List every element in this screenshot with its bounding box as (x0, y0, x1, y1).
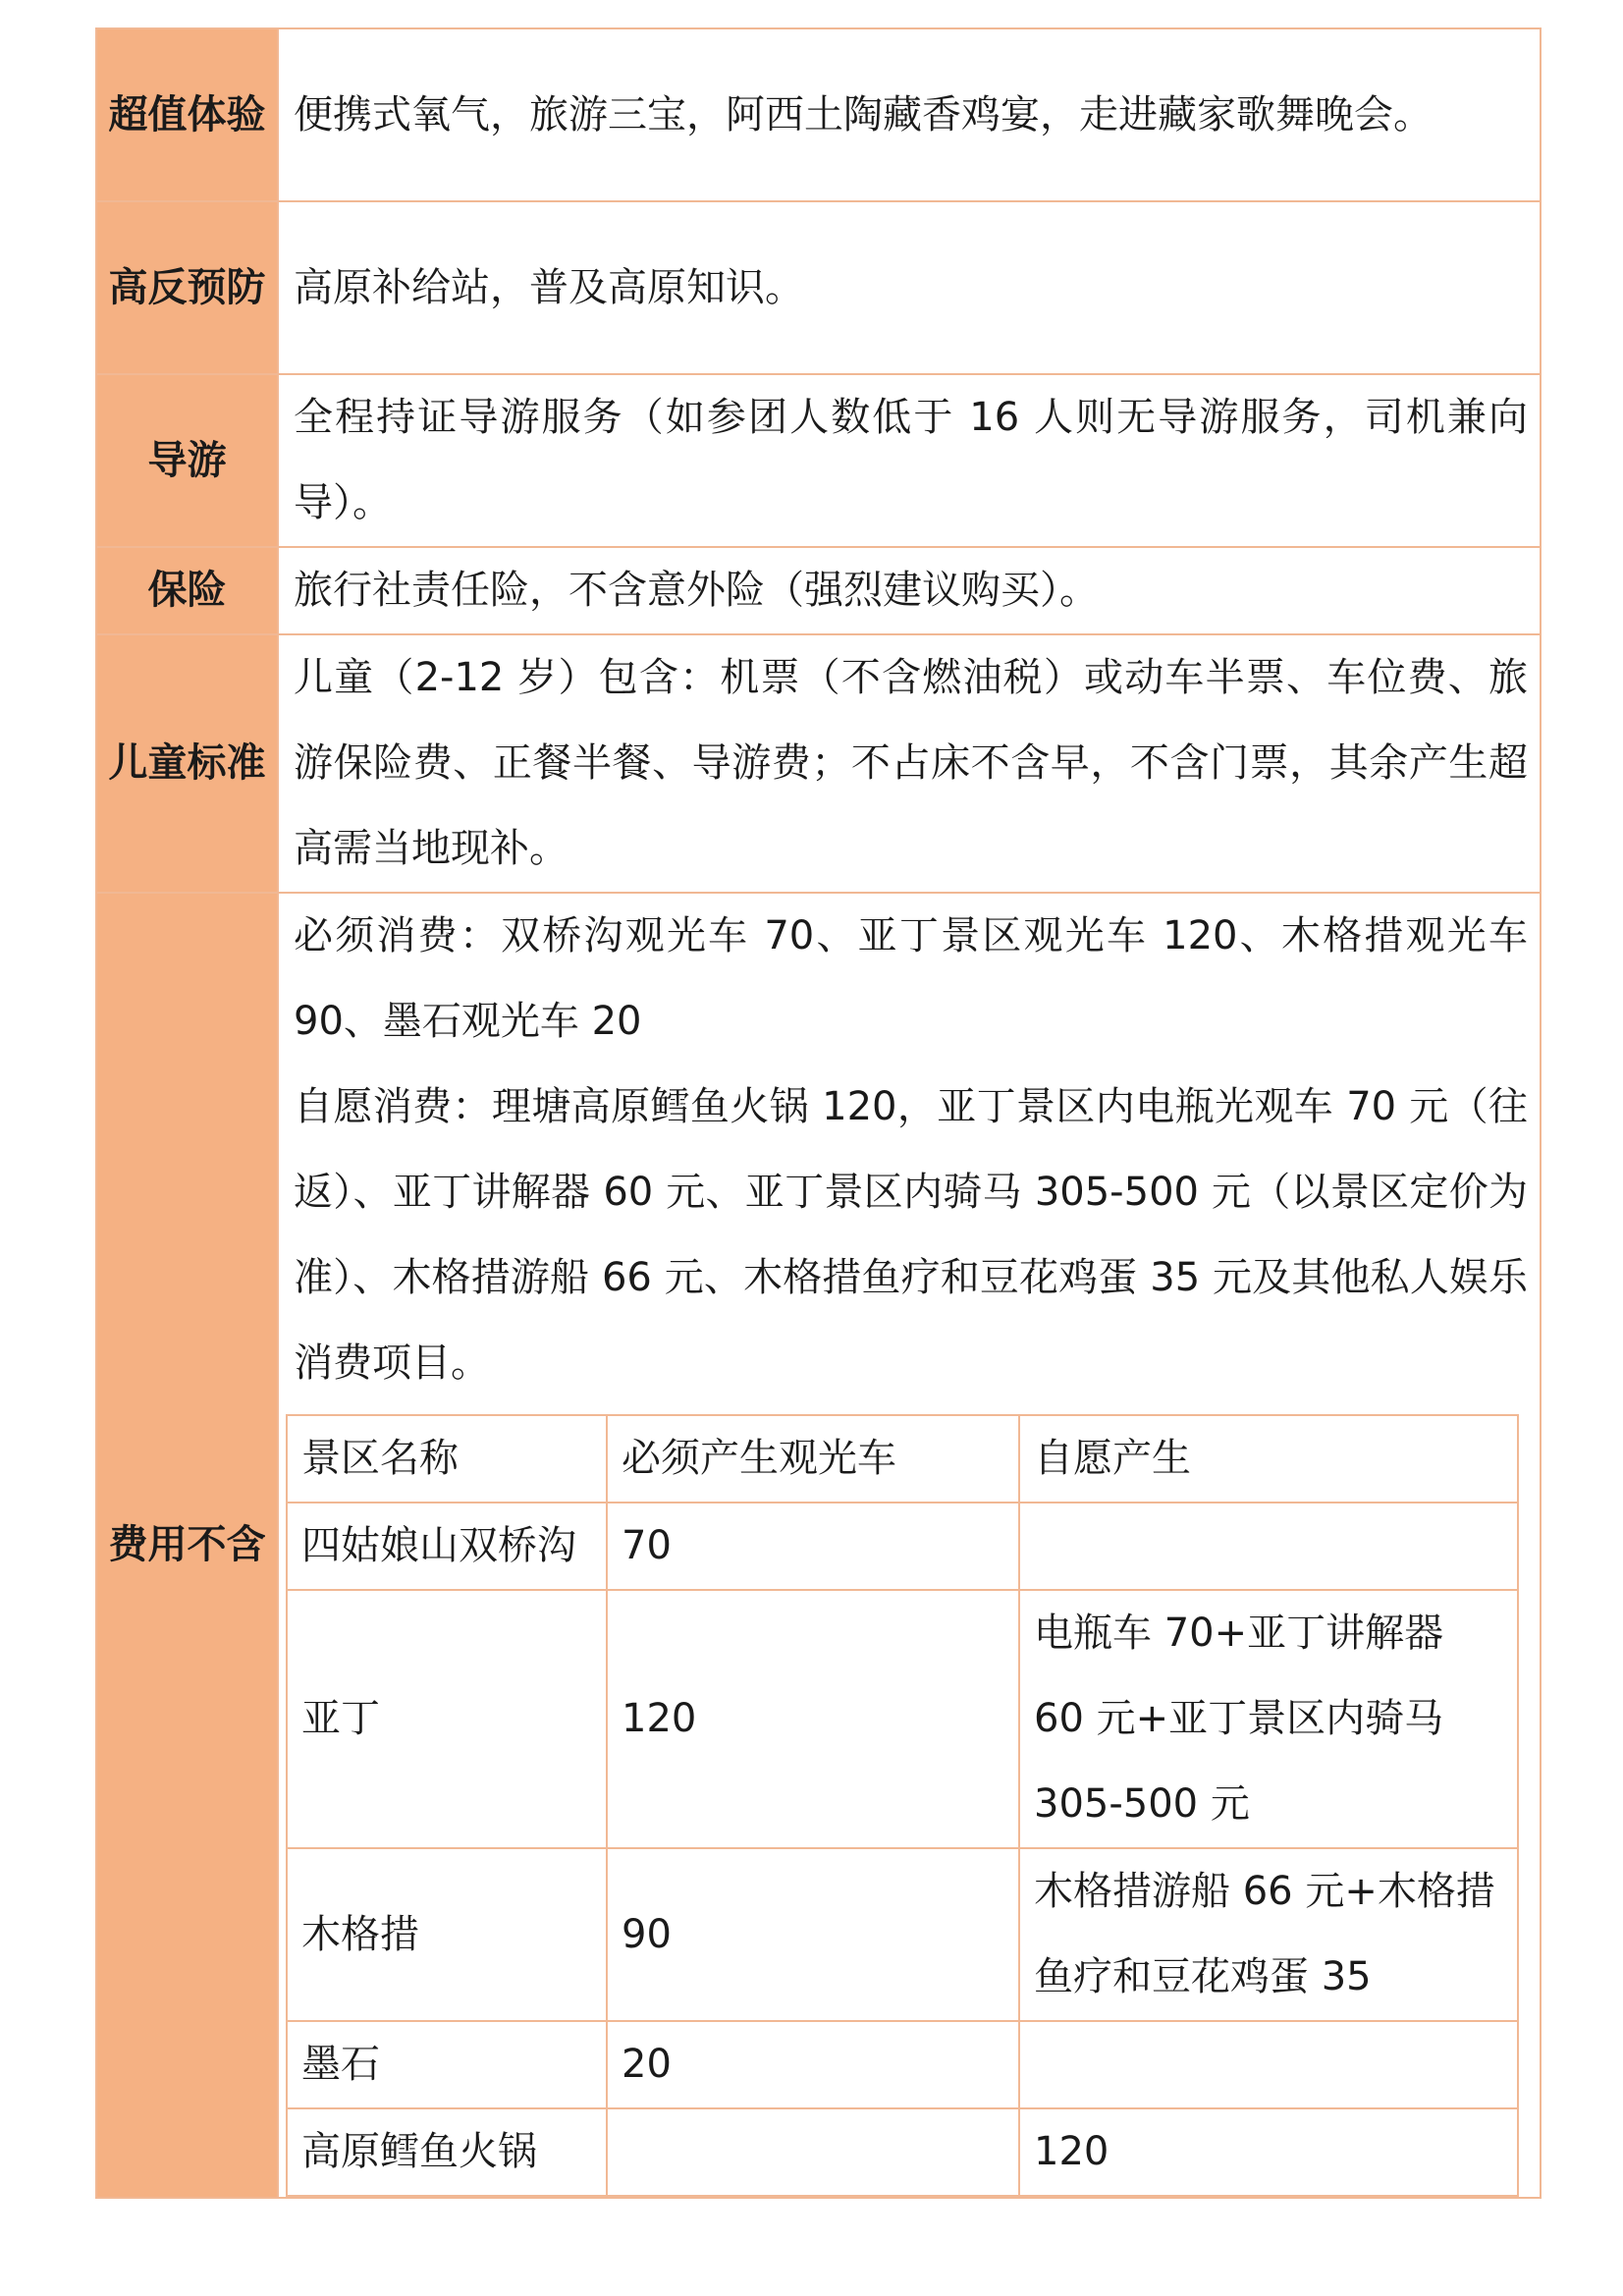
table-row (287, 2108, 1518, 2196)
table-row (96, 634, 1541, 893)
table-header-row (287, 1415, 1518, 1503)
table-cell: 90 (607, 1848, 1019, 2021)
row-content: 儿童（2-12 岁）包含：机票（不含燃油税）或动车半票、车位费、旅游保险费、正餐半餐、导游费；不占床不含早，不含门票，其余产生超高需当地现补。 (278, 634, 1541, 893)
table-cell: 120 (607, 1590, 1019, 1848)
table-cell: 四姑娘山双桥沟 (287, 1503, 607, 1590)
fee-breakdown-table (286, 1414, 1519, 2197)
row-content: 高原补给站，普及高原知识。 (278, 201, 1541, 374)
table-cell: 亚丁 (287, 1590, 607, 1848)
row-label: 保险 (96, 547, 278, 634)
table-row (287, 1590, 1518, 1848)
table-row (287, 1503, 1518, 1590)
table-row (96, 28, 1541, 201)
optional-fees-text: 自愿消费：理塘高原鳕鱼火锅 120，亚丁景区内电瓶光观车 70 元（往返）、亚丁讲解器 60 元、亚丁景区内骑马 305-500 元（以景区定价为准）、木格措游船 66 元、木格措鱼疗和豆花鸡蛋 35 元及其他私人娱乐消费项目。 (294, 1084, 1528, 1386)
column-header: 必须产生观光车 (607, 1415, 1019, 1503)
row-label: 费用不含 (96, 893, 278, 2198)
table-row (96, 893, 1541, 2198)
column-header: 景区名称 (287, 1415, 607, 1503)
table-cell: 高原鳕鱼火锅 (287, 2108, 607, 2196)
row-label: 超值体验 (96, 28, 278, 201)
required-fees-text: 必须消费：双桥沟观光车 70、亚丁景区观光车 120、木格措观光车 90、墨石观光车 20 (294, 913, 1528, 1044)
row-content: 全程持证导游服务（如参团人数低于 16 人则无导游服务，司机兼向导）。 (278, 374, 1541, 547)
table-row (96, 201, 1541, 374)
column-header: 自愿产生 (1019, 1415, 1518, 1503)
row-content: 便携式氧气，旅游三宝，阿西土陶藏香鸡宴，走进藏家歌舞晚会。 (278, 28, 1541, 201)
table-row (287, 1848, 1518, 2021)
table-cell: 70 (607, 1503, 1019, 1590)
table-cell: 木格措游船 66 元+木格措鱼疗和豆花鸡蛋 35 (1019, 1848, 1518, 2021)
table-row (287, 2021, 1518, 2108)
table-row (96, 374, 1541, 547)
table-cell: 20 (607, 2021, 1019, 2108)
table-cell (607, 2108, 1019, 2196)
table-cell: 120 (1019, 2108, 1518, 2196)
table-cell (1019, 2021, 1518, 2108)
table-cell: 墨石 (287, 2021, 607, 2108)
table-cell: 电瓶车 70+亚丁讲解器 60 元+亚丁景区内骑马 305-500 元 (1019, 1590, 1518, 1848)
table-cell (1019, 1503, 1518, 1590)
table-row (96, 547, 1541, 634)
table-cell: 木格措 (287, 1848, 607, 2021)
row-label: 儿童标准 (96, 634, 278, 893)
row-label: 高反预防 (96, 201, 278, 374)
row-content: 旅行社责任险，不含意外险（强烈建议购买）。 (278, 547, 1541, 634)
itinerary-details-table (95, 27, 1542, 2199)
row-label: 导游 (96, 374, 278, 547)
row-content (278, 893, 1541, 2198)
